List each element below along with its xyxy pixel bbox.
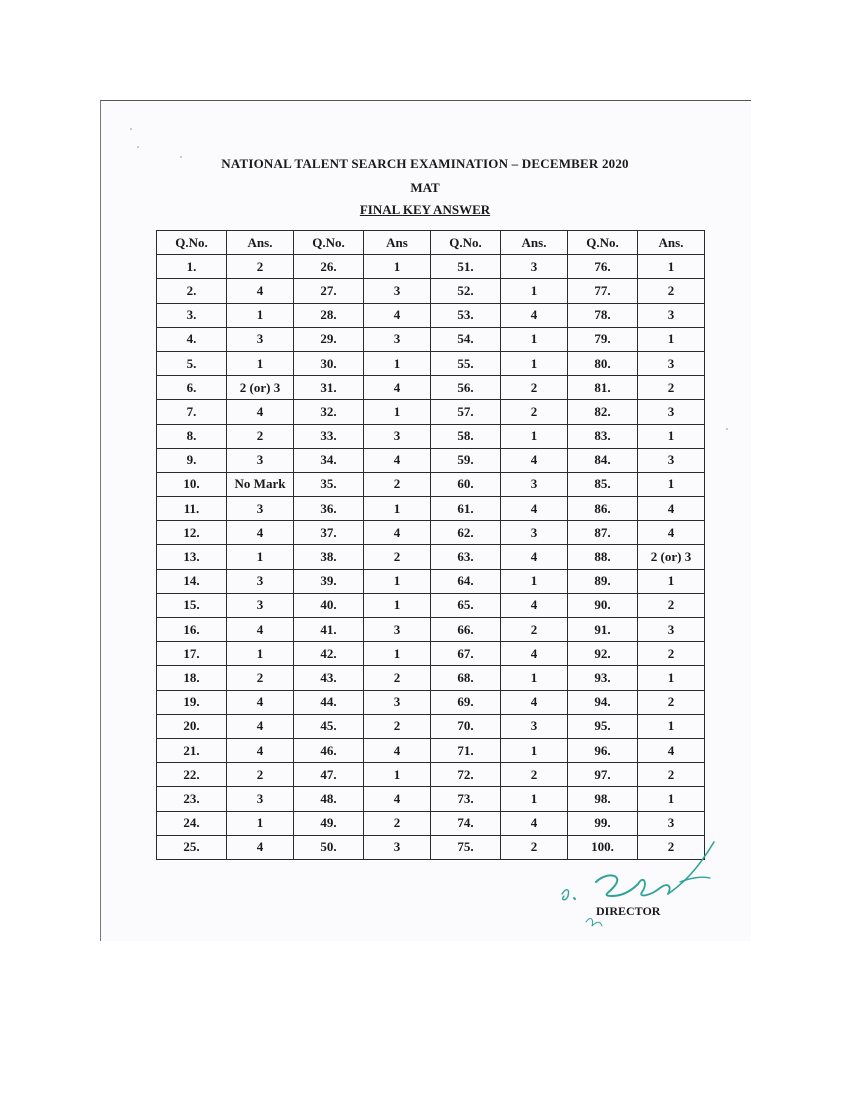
question-number-cell: 63. bbox=[431, 545, 501, 569]
table-row bbox=[157, 472, 705, 496]
answer-cell: 3 bbox=[364, 279, 431, 303]
table-row bbox=[157, 569, 705, 593]
question-number-cell: 44. bbox=[294, 690, 364, 714]
question-number-cell: 11. bbox=[157, 497, 227, 521]
answer-cell: 4 bbox=[227, 279, 294, 303]
exam-subject: MAT bbox=[410, 180, 440, 195]
question-number-cell: 72. bbox=[431, 763, 501, 787]
answer-cell: 3 bbox=[227, 497, 294, 521]
answer-cell: 1 bbox=[638, 787, 705, 811]
table-row bbox=[157, 351, 705, 375]
answer-cell: 3 bbox=[501, 255, 568, 279]
table-row bbox=[157, 327, 705, 351]
answer-cell: 1 bbox=[227, 545, 294, 569]
question-number-cell: 38. bbox=[294, 545, 364, 569]
answer-cell: 2 bbox=[638, 376, 705, 400]
question-number-cell: 86. bbox=[568, 497, 638, 521]
answer-cell: 3 bbox=[501, 472, 568, 496]
question-number-cell: 65. bbox=[431, 593, 501, 617]
question-number-cell: 89. bbox=[568, 569, 638, 593]
answer-cell: 4 bbox=[501, 690, 568, 714]
question-number-cell: 75. bbox=[431, 835, 501, 859]
answer-cell: 1 bbox=[501, 738, 568, 762]
question-number-cell: 8. bbox=[157, 424, 227, 448]
question-number-cell: 35. bbox=[294, 472, 364, 496]
question-number-cell: 74. bbox=[431, 811, 501, 835]
question-number-cell: 33. bbox=[294, 424, 364, 448]
question-number-cell: 68. bbox=[431, 666, 501, 690]
question-number-cell: 14. bbox=[157, 569, 227, 593]
question-number-cell: 70. bbox=[431, 714, 501, 738]
question-number-cell: 77. bbox=[568, 279, 638, 303]
table-row bbox=[157, 787, 705, 811]
answer-cell: 2 bbox=[638, 279, 705, 303]
question-number-cell: 71. bbox=[431, 738, 501, 762]
answer-cell: 1 bbox=[364, 763, 431, 787]
answer-header: Ans. bbox=[638, 231, 705, 255]
answer-header: Ans. bbox=[227, 231, 294, 255]
question-number-cell: 28. bbox=[294, 303, 364, 327]
scan-speck bbox=[137, 146, 139, 148]
answer-cell: 4 bbox=[501, 448, 568, 472]
answer-cell: 3 bbox=[227, 787, 294, 811]
question-number-cell: 69. bbox=[431, 690, 501, 714]
answer-cell: 2 bbox=[227, 255, 294, 279]
answer-cell: 4 bbox=[364, 448, 431, 472]
answer-key-title: FINAL KEY ANSWER bbox=[359, 202, 491, 217]
answer-cell: 1 bbox=[227, 303, 294, 327]
answer-cell: 2 bbox=[364, 545, 431, 569]
answer-cell: 4 bbox=[364, 303, 431, 327]
answer-cell: 4 bbox=[501, 642, 568, 666]
answer-cell: 1 bbox=[364, 351, 431, 375]
answer-cell: 2 bbox=[364, 472, 431, 496]
question-number-cell: 91. bbox=[568, 618, 638, 642]
question-number-cell: 27. bbox=[294, 279, 364, 303]
answer-cell: 3 bbox=[638, 400, 705, 424]
question-number-cell: 39. bbox=[294, 569, 364, 593]
question-number-cell: 6. bbox=[157, 376, 227, 400]
question-number-cell: 5. bbox=[157, 351, 227, 375]
question-number-cell: 64. bbox=[431, 569, 501, 593]
question-number-cell: 55. bbox=[431, 351, 501, 375]
question-number-cell: 73. bbox=[431, 787, 501, 811]
answer-cell: 4 bbox=[364, 376, 431, 400]
question-number-cell: 31. bbox=[294, 376, 364, 400]
answer-cell: 1 bbox=[638, 255, 705, 279]
answer-key-body bbox=[157, 255, 705, 860]
director-designation: DIRECTOR bbox=[596, 904, 661, 918]
answer-cell: 3 bbox=[227, 569, 294, 593]
answer-cell: No Mark bbox=[227, 472, 294, 496]
answer-cell: 1 bbox=[638, 714, 705, 738]
answer-cell: 3 bbox=[227, 593, 294, 617]
answer-cell: 2 bbox=[638, 835, 705, 859]
question-number-cell: 41. bbox=[294, 618, 364, 642]
answer-cell: 4 bbox=[364, 738, 431, 762]
question-number-cell: 61. bbox=[431, 497, 501, 521]
answer-cell: 2 (or) 3 bbox=[638, 545, 705, 569]
table-row bbox=[157, 303, 705, 327]
question-number-cell: 58. bbox=[431, 424, 501, 448]
question-number-cell: 1. bbox=[157, 255, 227, 279]
table-row bbox=[157, 642, 705, 666]
director-signature bbox=[556, 838, 726, 938]
answer-cell: 4 bbox=[364, 521, 431, 545]
table-row bbox=[157, 424, 705, 448]
answer-cell: 4 bbox=[501, 497, 568, 521]
question-number-cell: 49. bbox=[294, 811, 364, 835]
question-number-cell: 24. bbox=[157, 811, 227, 835]
answer-cell: 3 bbox=[501, 521, 568, 545]
question-number-cell: 18. bbox=[157, 666, 227, 690]
answer-cell: 2 bbox=[638, 642, 705, 666]
answer-cell: 4 bbox=[227, 521, 294, 545]
answer-cell: 4 bbox=[227, 618, 294, 642]
question-number-cell: 26. bbox=[294, 255, 364, 279]
answer-cell: 1 bbox=[638, 327, 705, 351]
question-number-cell: 93. bbox=[568, 666, 638, 690]
question-number-cell: 96. bbox=[568, 738, 638, 762]
answer-cell: 4 bbox=[364, 787, 431, 811]
question-number-cell: 99. bbox=[568, 811, 638, 835]
answer-cell: 2 bbox=[227, 666, 294, 690]
table-row bbox=[157, 811, 705, 835]
answer-cell: 4 bbox=[227, 690, 294, 714]
question-number-cell: 15. bbox=[157, 593, 227, 617]
answer-cell: 3 bbox=[501, 714, 568, 738]
answer-cell: 4 bbox=[501, 593, 568, 617]
question-number-cell: 43. bbox=[294, 666, 364, 690]
question-number-cell: 62. bbox=[431, 521, 501, 545]
question-number-cell: 21. bbox=[157, 738, 227, 762]
answer-cell: 3 bbox=[227, 327, 294, 351]
table-row bbox=[157, 448, 705, 472]
answer-cell: 2 bbox=[501, 835, 568, 859]
answer-cell: 2 bbox=[501, 376, 568, 400]
answer-cell: 4 bbox=[501, 303, 568, 327]
answer-cell: 4 bbox=[638, 497, 705, 521]
answer-cell: 4 bbox=[227, 738, 294, 762]
answer-cell: 4 bbox=[227, 714, 294, 738]
scan-speck bbox=[130, 128, 132, 130]
question-number-cell: 79. bbox=[568, 327, 638, 351]
answer-cell: 2 bbox=[501, 763, 568, 787]
question-number-cell: 88. bbox=[568, 545, 638, 569]
question-number-cell: 3. bbox=[157, 303, 227, 327]
exam-title: NATIONAL TALENT SEARCH EXAMINATION – DECEMBER 2020 bbox=[221, 156, 629, 171]
question-number-cell: 82. bbox=[568, 400, 638, 424]
question-number-cell: 81. bbox=[568, 376, 638, 400]
answer-cell: 2 bbox=[638, 690, 705, 714]
table-row bbox=[157, 376, 705, 400]
question-number-cell: 13. bbox=[157, 545, 227, 569]
question-number-cell: 4. bbox=[157, 327, 227, 351]
answer-header: Ans bbox=[364, 231, 431, 255]
question-number-cell: 57. bbox=[431, 400, 501, 424]
table-row bbox=[157, 255, 705, 279]
answer-cell: 2 bbox=[638, 593, 705, 617]
question-number-cell: 100. bbox=[568, 835, 638, 859]
answer-cell: 1 bbox=[364, 497, 431, 521]
question-number-cell: 47. bbox=[294, 763, 364, 787]
question-number-cell: 19. bbox=[157, 690, 227, 714]
answer-cell: 4 bbox=[501, 545, 568, 569]
question-number-cell: 51. bbox=[431, 255, 501, 279]
answer-cell: 1 bbox=[364, 642, 431, 666]
answer-cell: 1 bbox=[364, 593, 431, 617]
question-number-cell: 30. bbox=[294, 351, 364, 375]
answer-cell: 3 bbox=[364, 424, 431, 448]
answer-key-table bbox=[156, 230, 705, 860]
question-number-cell: 36. bbox=[294, 497, 364, 521]
question-number-cell: 2. bbox=[157, 279, 227, 303]
answer-cell: 1 bbox=[638, 424, 705, 448]
question-number-cell: 50. bbox=[294, 835, 364, 859]
answer-cell: 1 bbox=[501, 569, 568, 593]
question-number-header: Q.No. bbox=[157, 231, 227, 255]
question-number-cell: 80. bbox=[568, 351, 638, 375]
answer-cell: 3 bbox=[364, 835, 431, 859]
answer-cell: 3 bbox=[638, 618, 705, 642]
answer-cell: 3 bbox=[638, 448, 705, 472]
question-number-cell: 23. bbox=[157, 787, 227, 811]
table-header-row bbox=[157, 231, 705, 255]
table-row bbox=[157, 738, 705, 762]
answer-header: Ans. bbox=[501, 231, 568, 255]
answer-cell: 3 bbox=[227, 448, 294, 472]
question-number-cell: 76. bbox=[568, 255, 638, 279]
question-number-cell: 54. bbox=[431, 327, 501, 351]
answer-cell: 2 (or) 3 bbox=[227, 376, 294, 400]
answer-cell: 3 bbox=[638, 303, 705, 327]
question-number-cell: 22. bbox=[157, 763, 227, 787]
answer-cell: 1 bbox=[501, 424, 568, 448]
table-row bbox=[157, 618, 705, 642]
answer-cell: 1 bbox=[638, 569, 705, 593]
table-row bbox=[157, 497, 705, 521]
question-number-cell: 17. bbox=[157, 642, 227, 666]
answer-cell: 1 bbox=[501, 351, 568, 375]
question-number-cell: 48. bbox=[294, 787, 364, 811]
question-number-cell: 95. bbox=[568, 714, 638, 738]
question-number-cell: 85. bbox=[568, 472, 638, 496]
question-number-cell: 29. bbox=[294, 327, 364, 351]
question-number-cell: 45. bbox=[294, 714, 364, 738]
answer-cell: 1 bbox=[364, 569, 431, 593]
question-number-cell: 40. bbox=[294, 593, 364, 617]
answer-cell: 2 bbox=[364, 714, 431, 738]
question-number-cell: 52. bbox=[431, 279, 501, 303]
question-number-cell: 92. bbox=[568, 642, 638, 666]
table-row bbox=[157, 666, 705, 690]
question-number-cell: 46. bbox=[294, 738, 364, 762]
question-number-cell: 37. bbox=[294, 521, 364, 545]
answer-cell: 4 bbox=[227, 835, 294, 859]
answer-cell: 1 bbox=[501, 787, 568, 811]
table-row bbox=[157, 690, 705, 714]
question-number-cell: 7. bbox=[157, 400, 227, 424]
question-number-cell: 42. bbox=[294, 642, 364, 666]
question-number-header: Q.No. bbox=[431, 231, 501, 255]
question-number-cell: 10. bbox=[157, 472, 227, 496]
question-number-header: Q.No. bbox=[294, 231, 364, 255]
answer-cell: 4 bbox=[638, 521, 705, 545]
question-number-cell: 59. bbox=[431, 448, 501, 472]
answer-cell: 4 bbox=[227, 400, 294, 424]
answer-cell: 1 bbox=[638, 472, 705, 496]
scan-speck bbox=[726, 428, 728, 430]
answer-cell: 4 bbox=[501, 811, 568, 835]
question-number-cell: 34. bbox=[294, 448, 364, 472]
question-number-cell: 32. bbox=[294, 400, 364, 424]
answer-cell: 2 bbox=[227, 763, 294, 787]
question-number-header: Q.No. bbox=[568, 231, 638, 255]
answer-cell: 2 bbox=[364, 666, 431, 690]
answer-cell: 1 bbox=[638, 666, 705, 690]
question-number-cell: 83. bbox=[568, 424, 638, 448]
answer-cell: 4 bbox=[638, 738, 705, 762]
table-row bbox=[157, 763, 705, 787]
table-row bbox=[157, 279, 705, 303]
answer-cell: 2 bbox=[227, 424, 294, 448]
table-row bbox=[157, 714, 705, 738]
question-number-cell: 67. bbox=[431, 642, 501, 666]
answer-cell: 3 bbox=[364, 690, 431, 714]
question-number-cell: 87. bbox=[568, 521, 638, 545]
question-number-cell: 97. bbox=[568, 763, 638, 787]
question-number-cell: 16. bbox=[157, 618, 227, 642]
answer-cell: 1 bbox=[501, 666, 568, 690]
answer-cell: 1 bbox=[364, 255, 431, 279]
answer-cell: 1 bbox=[227, 351, 294, 375]
answer-cell: 3 bbox=[638, 811, 705, 835]
table-row bbox=[157, 593, 705, 617]
question-number-cell: 12. bbox=[157, 521, 227, 545]
question-number-cell: 98. bbox=[568, 787, 638, 811]
answer-cell: 3 bbox=[364, 327, 431, 351]
answer-cell: 3 bbox=[364, 618, 431, 642]
question-number-cell: 53. bbox=[431, 303, 501, 327]
question-number-cell: 9. bbox=[157, 448, 227, 472]
answer-cell: 1 bbox=[227, 642, 294, 666]
question-number-cell: 78. bbox=[568, 303, 638, 327]
table-row bbox=[157, 521, 705, 545]
answer-cell: 2 bbox=[638, 763, 705, 787]
answer-cell: 1 bbox=[227, 811, 294, 835]
question-number-cell: 56. bbox=[431, 376, 501, 400]
answer-cell: 1 bbox=[364, 400, 431, 424]
question-number-cell: 20. bbox=[157, 714, 227, 738]
answer-cell: 2 bbox=[501, 618, 568, 642]
question-number-cell: 66. bbox=[431, 618, 501, 642]
question-number-cell: 60. bbox=[431, 472, 501, 496]
answer-cell: 1 bbox=[501, 327, 568, 351]
question-number-cell: 90. bbox=[568, 593, 638, 617]
question-number-cell: 84. bbox=[568, 448, 638, 472]
answer-cell: 2 bbox=[364, 811, 431, 835]
answer-cell: 3 bbox=[638, 351, 705, 375]
table-row bbox=[157, 545, 705, 569]
question-number-cell: 25. bbox=[157, 835, 227, 859]
question-number-cell: 94. bbox=[568, 690, 638, 714]
answer-cell: 2 bbox=[501, 400, 568, 424]
table-row bbox=[157, 400, 705, 424]
answer-cell: 1 bbox=[501, 279, 568, 303]
